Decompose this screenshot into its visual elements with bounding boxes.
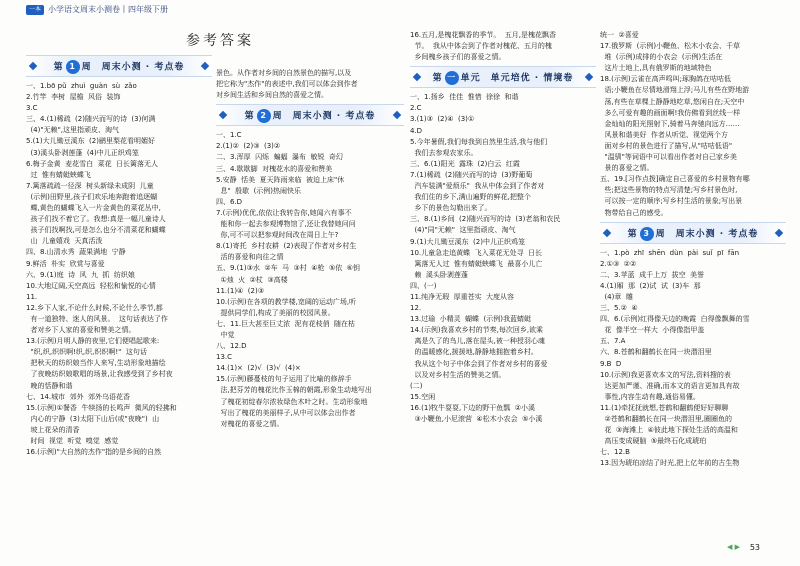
answer-line: 2.竹竿 李树 屋檐 风俗 装饰: [26, 93, 121, 102]
answer-line: ③小鞭鱼,小尼滚营 ④松木小农会 ⑤小溪: [410, 415, 543, 423]
answer-line: 13.因为琥珀凉结了时光,把上亿年前的古生物: [600, 459, 740, 468]
answer-line: 者对乡下人家的喜爱和赞美之情。: [26, 326, 136, 335]
answer-line: 三、8.(1)乡间 (2)随兴而写的诗 (3)老翁和农民: [410, 215, 561, 224]
answer-line: 一、1.C: [216, 131, 242, 140]
answer-line: 我从这个句子中体会到了作者对乡村的喜爱: [410, 359, 548, 368]
answer-line: ①烛 火 ②杖 ③高楼: [216, 275, 288, 284]
answer-line: 6.梅子金黄 麦花雪白 菜花 日长篱落无人: [26, 159, 159, 168]
answer-line: 风景和谐美好 作者从听觉、视觉两个方: [600, 130, 728, 139]
answer-line: 11.: [26, 292, 38, 301]
answer-line: 11.纯净无瑕 厚重苍实 大度从容: [410, 292, 515, 301]
answer-line: 把秋天的纺织娘当作人来写,生动形象地描绘: [26, 359, 166, 368]
answer-line: 活的喜爱和向往之情: [216, 253, 284, 262]
answer-line: 14.(1)× (2)√ (3)√ (4)×: [216, 364, 301, 373]
answer-line: 这片土地上,具有俄罗斯的地域特色: [600, 64, 712, 73]
answer-line: 五、9.(1)③水 ②车 马 ③村 ④枪 ⑤依 ⑥钥: [216, 264, 360, 273]
answer-line: ②苍鹤和翻鹤长在同一块潜泪里,圈圈鱼的: [600, 415, 732, 423]
answer-line: 息" 殷歇 (示例)热闹快乐: [216, 186, 302, 195]
answer-line: 9.(1)大儿锄豆溪东 (2)中儿正织鸡笼: [410, 237, 525, 246]
answer-line: 10.(示例)我更喜欢本文的写法,资料搜的表: [600, 370, 731, 379]
answer-line: 七、11.巨大甚至巨丈浓 泥有花枝俏 随在枯: [216, 319, 356, 328]
answer-line: 多么可爱有趣的画面啊!我仿佛看到丝线一样: [600, 108, 741, 117]
answer-line: 汽车装满"爱烦乐" 我从中体会到了作者对: [410, 182, 545, 191]
answer-line: 三、5.② ④: [600, 304, 638, 313]
answer-line: (4)"同"无赖" 这里指顽皮、淘气: [410, 226, 516, 235]
answer-line: 10.(示例)在各项的教学楼,宽阔的运动广场,听: [216, 297, 357, 306]
answer-line: 16.(示例)"大自然的杰作"指的是乡间的自然: [26, 448, 162, 457]
answer-line: 景色。从作者对乡间的自然景色的描写,以及: [216, 69, 352, 77]
answer-line: 山 儿童嬉戏 天真活泼: [26, 237, 103, 246]
answer-line: 六、8.苍鹤和翻鹤长在同一块潜泪里: [600, 348, 712, 357]
answer-line: 4.(1)厢 那 (2)试 试 (3)车 那: [600, 281, 701, 290]
answer-line: 语;小鞭鱼在尽情地滑翔上浮;马儿有些在野地游: [600, 86, 750, 95]
answer-line: 四、6.(示例)红得像天边的晚霞 白得像飘舞的雪: [600, 315, 750, 324]
answer-line: 了夜晚纺织娘歌唱的场景,让我感受到了乡村夜: [26, 370, 173, 379]
answer-line: 内心的宁静 (3)太阳下山后(或"夜晚") 山: [26, 414, 160, 423]
answer-line: 16.五月,是槐花飘香的季节。 五月,是槐花飘香: [410, 31, 557, 39]
answer-line: 把它称为"杰作"的表述中,我们可以体会到作者: [216, 80, 358, 89]
answer-line: 有一道独特、迷人的风景。 这句话表达了作: [26, 314, 168, 323]
answer-line: (3)溪头卧剥莲蓬 (4)中儿正织鸡笼: [26, 148, 139, 157]
answer-line: 四、(一): [410, 281, 437, 290]
answer-line: 七、12.B: [600, 448, 630, 457]
section-header-week2: 第 2 周 周末小测 · 考点卷: [216, 104, 404, 126]
section-header-week3: 第 3 周 周末小测 · 考点卷: [600, 222, 786, 244]
answer-line: 12.乡下人家,不论什么时候,不论什么季节,都: [26, 303, 163, 312]
answer-line: 8.(1)寄托 乡村农耕 (2)表现了作者对乡村生: [216, 242, 357, 251]
answer-line: 5.安静 恬美 夏天阵雨来临 被迫上床"休: [216, 175, 345, 184]
answer-line: 二、3.苹蓝 成千上万 拔空 美誉: [600, 270, 705, 279]
answer-line: 5.今年暑假,我们每我到自然里生活,我与他们: [410, 137, 548, 146]
page-header: [0, 0, 800, 20]
answer-line: 我们去参观农家乐。: [410, 148, 478, 157]
answer-line: 你,可不可以把参观时间改在周日上午?: [216, 231, 339, 240]
page-nav-arrows[interactable]: ◀ ▶: [727, 543, 740, 551]
answer-line: 高压变成硬脑 ⑤最终石化成琥珀: [600, 437, 707, 446]
answer-line: 花 ③海滩上 ④彼此地下探处生活的高温和: [600, 426, 738, 435]
answer-line: 一、1.扬乡 佳佳 惟惜 徐徐 和谐: [410, 93, 519, 102]
answer-line: 节。 我从中体会到了作者对槐花、五月的槐: [410, 42, 552, 51]
answer-line: 2.C: [410, 104, 422, 113]
answer-line: 晚的恬静和谐: [26, 381, 73, 390]
answer-line: 我们住的乡下,满山遍野的鲜花,把整个: [410, 193, 531, 202]
answer-line: 物带给自己的感受。: [600, 208, 668, 217]
section-header-week1: 第 1 周 周末小测 · 考点卷: [26, 55, 212, 77]
answer-line: 堆 (示例)成排的小农会 (示例)生活在: [600, 53, 723, 62]
answer-list: [600, 30, 786, 219]
page-number: 53: [749, 543, 760, 552]
answer-line: 四、6.D: [216, 197, 243, 206]
answer-line: 2.(1)② (2)③ (3)②: [216, 142, 281, 151]
answer-line: 中觉: [216, 330, 235, 339]
section-header-unit1: 第 一 单元 单元培优 · 情境卷: [410, 66, 596, 88]
answer-line: 10.儿童急走追黄蝶 飞入菜花无处寻 日长: [410, 248, 543, 257]
answer-line: 三、4.歇歇脚 对槐花水的喜爱和赞美: [216, 164, 333, 173]
column-4: [600, 30, 786, 469]
column-2: [216, 68, 404, 430]
answer-line: 4.D: [410, 126, 423, 135]
answer-list: [26, 81, 212, 458]
answer-line: 坡上花朵的清香: [26, 425, 80, 434]
answer-line: 9.B D: [600, 359, 622, 368]
answer-line: 五、19.[习作点拨]确定自己喜爱的乡村景物有哪: [600, 175, 750, 184]
answer-line: 11.(1)牵抚抚就想,苍鹤和翻鹤便好好聊聊: [600, 403, 729, 412]
answer-line: 五、7.A: [600, 337, 626, 346]
answer-line: 金灿灿的阳光照射下,骑着马奔驰向远方……: [600, 119, 740, 128]
answer-line: 13.(示例)月明人静的夜里,它们便唱起歌来:: [26, 337, 160, 346]
answer-line: 7.篱落疏疏一径深 树头新绿未成阴 儿童: [26, 181, 154, 190]
answer-line: 一、1.bō pǔ zhuì guàn sù zǎo: [26, 82, 137, 90]
answer-line: 以及对乡村生活的赞美之情。: [410, 370, 506, 379]
answer-line: 法,把芬芳的槐花比作玉棉的朝霞,形象生动地写出: [216, 386, 372, 395]
answer-line: 孩子们找啊找,可是怎么也分不清菜花和蝴蝶: [26, 226, 166, 235]
week-number-badge: 2: [257, 109, 271, 123]
answer-line: 蝶,黄色的蝴蝶飞入一片金黄色的菜花丛中,: [26, 204, 161, 213]
answer-line: 七、14.城市 郊外 郊外乌语花香: [26, 392, 131, 401]
answer-line: 过 惟有蜻蜓蛱蝶飞: [26, 170, 91, 179]
series-badge: 一本: [26, 5, 44, 15]
answer-line: 达更加严谨、准确,而本文的语言更加具有故: [600, 381, 740, 390]
column-1: [26, 52, 212, 458]
answer-line: 景的喜爱之情。: [600, 164, 654, 173]
answer-line: 13.C: [216, 353, 233, 362]
answer-line: 的温暖感化,援援地,静静地拥抱着乡村。: [410, 348, 538, 357]
answer-line: 9.鲜活 朴实 欣赏与喜爱: [26, 259, 105, 268]
page-title: 参考答案: [186, 33, 254, 49]
answer-line: 10.大地辽阔,天空高远 轻松和愉悦的心情: [26, 281, 156, 290]
answer-line: 15.(示例)①餐香 牛犊扬的长鸣声 微风的轻拂和: [26, 403, 177, 412]
answer-line: 写出了槐花的美丽样子,从中可以体会出作者: [216, 408, 356, 417]
book-title: 小学语文周末小测卷丨四年级下册: [48, 5, 168, 14]
answer-list: [410, 30, 596, 63]
answer-line: "织,织,织织啊!织,织,织织啊!" 这句话: [26, 348, 147, 357]
answer-line: 12.: [410, 304, 422, 313]
answer-line: 18.(示例)云雀在高声鸣叫;琢胸鸽在咕咕低: [600, 75, 731, 84]
answer-line: 11.(1)④ (2)③: [216, 286, 264, 295]
answer-line: 三、4.(1)稀疏 (2)随兴而写的诗 (3)何满: [26, 115, 156, 124]
answer-list: [216, 130, 404, 430]
answer-line: 乡下的景色勾勒出来了。: [410, 204, 492, 213]
answer-line: 篱落无人过 惟有蜻蜓蛱蝶飞 最喜小儿亡: [410, 259, 543, 268]
answer-line: 3.(1)③ (2)④ (3)①: [410, 115, 475, 124]
answer-line: (二): [410, 381, 423, 390]
answer-line: 六、9.(1)庭 诗 风 九 抓 纺织娘: [26, 270, 135, 279]
answer-line: 孩子们找不着它了。我想:真是一幅儿童诗人: [26, 215, 166, 224]
answer-line: 乡间槐乡孩子们的喜爱之情。: [410, 53, 506, 62]
unit-number-badge: 一: [445, 71, 459, 85]
answer-line: 7.(示例)优优,依依让我转告你,她闻六有事不: [216, 208, 352, 217]
answer-line: 15.空闲: [410, 392, 436, 401]
answer-line: 14.(示例)我喜欢乡村的节奏,每次回乡,欲乘: [410, 326, 544, 335]
answer-list: [216, 68, 404, 101]
answer-line: 离是久了的鸟儿,落在屋头,被一种授羽心魂: [410, 337, 545, 346]
answer-line: 面对乡村的景色进行了描写,从"咕咕低语": [600, 141, 733, 150]
answer-line: 能和你一起去参观博物馆了,还让我替她问问: [216, 220, 356, 229]
answer-line: 四、8.山清水秀 蔬果满地 宁静: [26, 248, 126, 257]
answer-line: 三、6.(1)阳光 露珠 (2)白云 红霞: [410, 159, 520, 168]
answer-line: 3.C: [26, 104, 38, 113]
answer-line: 可以按一定的顺序;写乡村生活的景象;写出景: [600, 197, 743, 206]
answer-list: [410, 92, 596, 425]
column-3: [410, 30, 596, 425]
answer-line: 对槐花的喜爱之情。: [216, 419, 284, 428]
answer-line: (示例)田野里,孩子们欢乐地奔跑着追逐蝴: [26, 192, 158, 201]
week-number-badge: 1: [66, 60, 80, 74]
answer-line: 时间 视觉 听觉 嗅觉 感觉: [26, 437, 119, 445]
week-number-badge: 3: [640, 227, 654, 241]
answer-line: 赖 溪头卧剥莲蓬: [410, 270, 468, 279]
answer-list: [600, 248, 786, 470]
answer-line: 花 像半空一样大 小得像指甲盖: [600, 326, 705, 335]
answer-line: 些;把这些景物的特点写清楚;写乡村景色时,: [600, 186, 738, 195]
answer-line: 一、1.pò zhī shēn dùn pài suǐ pī fān: [600, 248, 740, 257]
answer-line: 提供同学们,构成了美丽的校园风景。: [216, 308, 335, 317]
answer-line: 15.(示例)藤蔓枝的句子运用了比喻的修辞手: [216, 375, 352, 384]
answer-line: 2.①③ ②②: [600, 259, 637, 268]
answer-line: 统一 ②喜爱: [600, 31, 639, 39]
answer-line: (4)"无赖",这里指顽皮、淘气: [26, 126, 120, 135]
answer-line: 17.俄罗斯 (示例)小鞭鱼、松木小农会、千草: [600, 42, 741, 51]
answer-line: "温驯"等词语中可以看出作者对自己家乡美: [600, 153, 737, 162]
answer-line: 荡,有些在草棵上静静地吃草,悠闲自在;天空中: [600, 97, 745, 106]
answer-line: 事性,内容生动有趣,通俗易懂。: [600, 392, 700, 401]
answer-line: 二、3.浑厚 闪烁 蝙蝠 瀑布 敏锐 奇幻: [216, 153, 343, 162]
answer-line: 7.(1)稀疏 (2)随兴而写的诗 (3)野葡萄: [410, 170, 533, 179]
answer-line: 13.过瑜 小精灵 蝴蝶 (示例)我蓝蜻蜓: [410, 315, 531, 324]
answer-line: 了槐花初绽春尔浓妆绿色木叶之时。生动形象地: [216, 397, 368, 406]
answer-line: (4)章 雕: [600, 292, 633, 301]
answer-line: 16.(1)牧牛耍耍,下边的野干鱼瓢 ②小溪: [410, 403, 535, 412]
answer-line: 5.(1)大儿锄豆溪东 (2)鹂里梨花看明媚好: [26, 137, 155, 146]
answer-line: 八、12.D: [216, 342, 247, 351]
answer-line: 对乡间生活和乡间自然的喜爱之情。: [216, 91, 328, 100]
